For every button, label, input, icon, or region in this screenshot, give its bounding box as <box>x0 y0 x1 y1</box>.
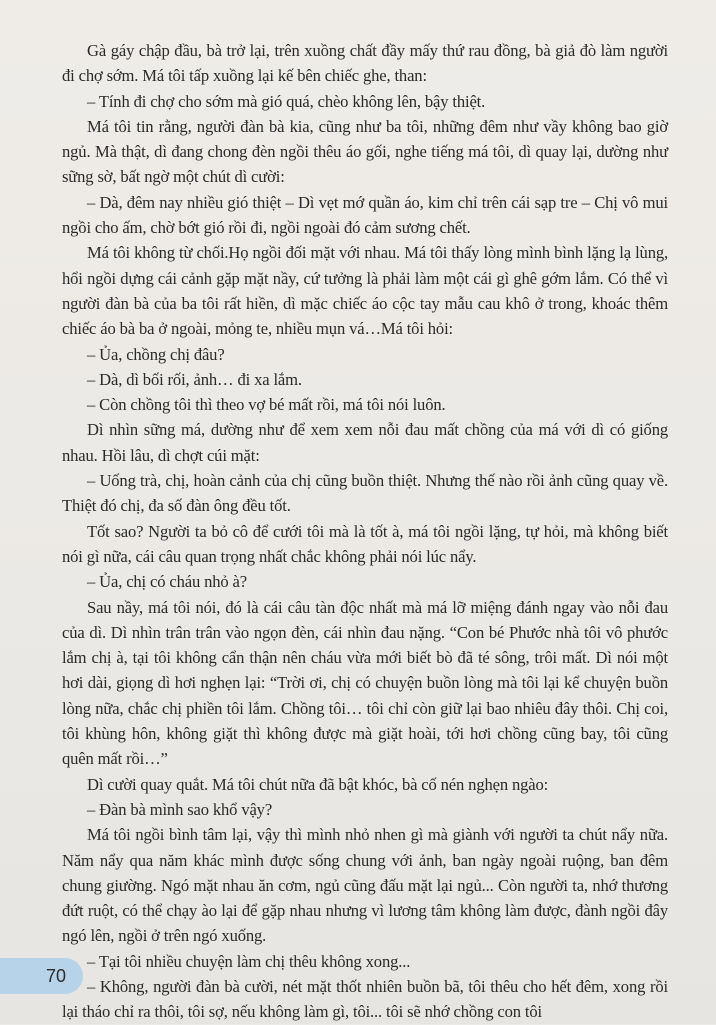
paragraph: Sau nầy, má tôi nói, đó là cái câu tàn độc nhất mà má lỡ miệng đánh ngay vào nỗi đau của dì. Dì nhìn trân trân vào ngọn đèn, cái nhìn đau nặng. “Con bé Phước nhà tôi vô phước lắm chị à, tại tôi không cẩn thận nên cháu vừa mới biết bò đã té sông, trôi mất. Dì nói một hơi dài, giọng dì hơi nghẹn lại: “Trời ơi, chị có chuyện buồn lòng mà tôi lại kể chuyện buồn lòng nữa, chắc chị phiền tôi lắm. Chồng tôi… tôi chỉ còn giữ lại bao nhiêu đây thôi. Chị coi, tôi khùng hôn, không giặt thì không được mà giặt hoài, tới hơi chồng cũng bay, tôi cũng quên mất rồi…” <box>62 597 668 769</box>
dialogue-line: – Tại tôi nhiều chuyện làm chị thêu không xong... <box>87 951 411 971</box>
paragraph: Gà gáy chập đầu, bà trở lại, trên xuồng chất đầy mấy thứ rau đồng, bà giả đò làm người đi chợ sớm. Má tôi tấp xuồng lại kế bên chiếc ghe, than: <box>62 41 668 86</box>
paragraph: Má tôi tin rằng, người đàn bà kia, cũng như ba tôi, những đêm như vầy không bao giờ ngủ. Mà thật, dì đang chong đèn ngồi thêu áo gối, nghe tiếng má tôi, dì quay lại, dường như sững sờ, bất ngờ một chút dì cười: <box>62 116 668 187</box>
dialogue-line: – Ủa, chồng chị đâu? <box>87 344 225 364</box>
paragraph: Dì cười quay quắt. Má tôi chút nữa đã bật khóc, bà cố nén nghẹn ngào: <box>87 774 549 794</box>
dialogue-line: – Đàn bà mình sao khổ vậy? <box>87 799 273 819</box>
page-number-tab <box>0 958 43 994</box>
dialogue-line: – Tính đi chợ cho sớm mà gió quá, chèo không lên, bậy thiệt. <box>87 91 486 111</box>
paragraph: Má tôi không từ chối.Họ ngồi đối mặt với nhau. Má tôi thấy lòng mình bình lặng lạ lùng, hổi ngồi dựng cái cảnh gặp mặt nầy, cứ tưởng là phải làm một cái gì ghê gớm lắm. Có thể vì người đàn bà của ba tôi rất hiền, dì mặc chiếc áo cộc tay mẫu cau khô ở trong, khoác thêm chiếc áo bà ba ở ngoài, mỏng te, nhiều mụn vá…Má tôi hỏi: <box>62 243 668 339</box>
page-number-badge <box>43 958 83 994</box>
body-text <box>62 38 668 1025</box>
paragraph: Tốt sao? Người ta bỏ cô để cưới tôi mà là tốt à, má tôi ngồi lặng, tự hỏi, mà không biết nói gì nữa, cái câu quan trọng nhất chắc không phải nói lúc nẩy. <box>62 521 668 566</box>
paragraph: Má tôi ngồi bình tâm lại, vậy thì mình nhỏ nhen gì mà giành với người ta chút nẩy nữa. Năm nẩy qua năm khác mình được sống chung với ảnh, ban ngày ngoài ruộng, ban đêm chung giường. Ngó mặt nhau ăn cơm, ngủ cũng đấu mặt lại ngủ... Còn người ta, nhớ thương đứt ruột, có thể chạy ào lại để gặp nhau nhưng vì lương tâm không làm được, đành ngồi đây ngó lên, ngồi ở trên ngó xuống. <box>62 825 668 946</box>
dialogue-line: – Dà, đêm nay nhiều gió thiệt – Dì vẹt mớ quần áo, kim chỉ trên cái sạp tre – Chị vô mui ngồi cho ấm, chờ bớt gió rồi đi, ngồi ngoài đó cảm sương chết. <box>62 192 668 238</box>
page-number: 70 <box>46 965 67 986</box>
dialogue-line: – Ủa, chị có cháu nhỏ à? <box>87 572 247 592</box>
paragraph: Dì nhìn sững má, dường như để xem xem nỗi đau mất chồng của má với dì có giống nhau. Hồi lâu, dì chợt cúi mặt: <box>62 420 668 465</box>
dialogue-line: – Không, người đàn bà cười, nét mặt thốt nhiên buồn bã, tôi thêu cho hết đêm, xong rồi lại tháo chỉ ra thôi, tôi sợ, nếu không làm gì, tôi... tôi sẽ nhớ chồng con tôi <box>62 976 668 1022</box>
dialogue-line: – Uống trà, chị, hoàn cảnh của chị cũng buồn thiệt. Nhưng thế nào rồi ảnh cũng quay về. Thiệt đó chị, đa số đàn ông đều tốt. <box>62 471 668 516</box>
dialogue-line: – Dà, dì bối rối, ảnh… đi xa lắm. <box>87 369 302 389</box>
dialogue-line: – Còn chồng tôi thì theo vợ bé mất rồi, má tôi nói luôn. <box>87 395 446 415</box>
